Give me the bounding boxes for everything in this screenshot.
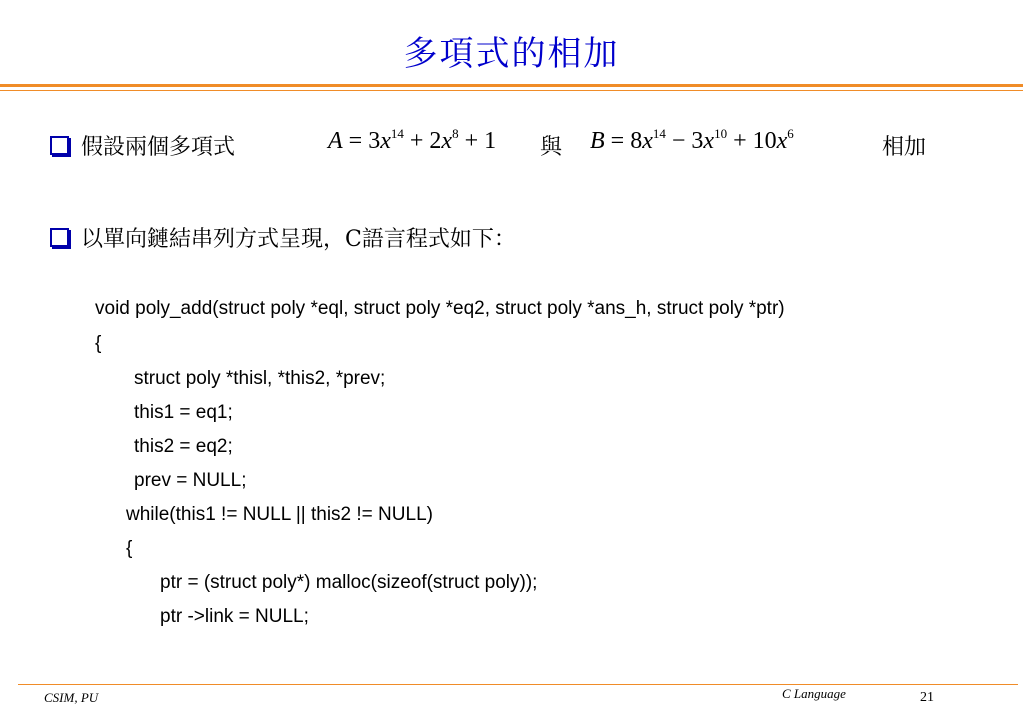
code-line-2: {: [95, 333, 102, 354]
equation-b-term-2-var: x: [703, 128, 715, 154]
equation-a-term-1-exp: 14: [390, 126, 404, 141]
connector-word: 與: [540, 135, 563, 160]
equation-a-term-3-coef: 1: [484, 128, 497, 154]
bullet-item-1: [50, 130, 235, 161]
code-line-4: this1 = eq1;: [134, 402, 233, 423]
equation-a-term-1-var: x: [380, 128, 391, 154]
code-line-8: {: [126, 538, 133, 559]
square-bullet-icon: [50, 136, 69, 155]
page-number: 21: [920, 690, 934, 705]
equation-b-term-3-exp: 6: [787, 126, 794, 141]
equation-b-term-1-exp: 14: [652, 126, 666, 141]
footer-center-text: C Language: [782, 686, 846, 701]
slide-title: 多項式的相加: [403, 34, 620, 74]
header-divider-thin: [0, 90, 1023, 91]
equation-b-term-3-var: x: [776, 128, 788, 154]
equation-b-term-2-coef: 3: [691, 128, 704, 154]
equation-a-lhs: A: [328, 128, 343, 154]
code-line-6: prev = NULL;: [134, 470, 247, 491]
equation-b-lhs: B: [590, 128, 605, 154]
equation-b-term-3-coef: 10: [752, 128, 777, 154]
equation-b-term-1-coef: 8: [630, 128, 643, 154]
code-line-7: while(this1 != NULL || this2 != NULL): [126, 504, 433, 525]
equation-a-term-2-coef: 2: [429, 128, 442, 154]
square-bullet-icon: [50, 228, 69, 247]
code-line-10: ptr ->link = NULL;: [160, 606, 309, 627]
equation-a: $A = 3x^{14} + 2x^8 + 1$: [328, 126, 497, 154]
bullet-1-text: 假設兩個多項式: [81, 135, 236, 160]
code-line-1: void poly_add(struct poly *eql, struct poly *eq2, struct poly *ans_h, struct poly *ptr): [95, 298, 785, 319]
equation-a-term-2-exp: 8: [452, 126, 459, 141]
equation-a-term-1-coef: 3: [368, 128, 381, 154]
code-line-9: ptr = (struct poly*) malloc(sizeof(struct poly));: [160, 572, 538, 593]
bullet-item-2: [50, 222, 516, 253]
suffix-word: 相加: [882, 135, 927, 160]
equation-b-term-2-exp: 10: [714, 126, 728, 141]
bullet-2-text: 以單向鏈結串列方式呈現，C語言程式如下：: [81, 227, 516, 252]
footer-left-text: CSIM, PU: [44, 690, 99, 705]
code-line-5: this2 = eq2;: [134, 436, 233, 457]
header-divider: [0, 84, 1023, 87]
footer-divider: [18, 684, 1018, 685]
code-line-3: struct poly *thisl, *this2, *prev;: [134, 368, 386, 389]
equation-a-term-2-var: x: [441, 128, 453, 154]
equation-b: $B = 8x^{14} - 3x^{10} + 10x^6$: [590, 126, 794, 154]
equation-b-term-1-var: x: [642, 128, 653, 154]
